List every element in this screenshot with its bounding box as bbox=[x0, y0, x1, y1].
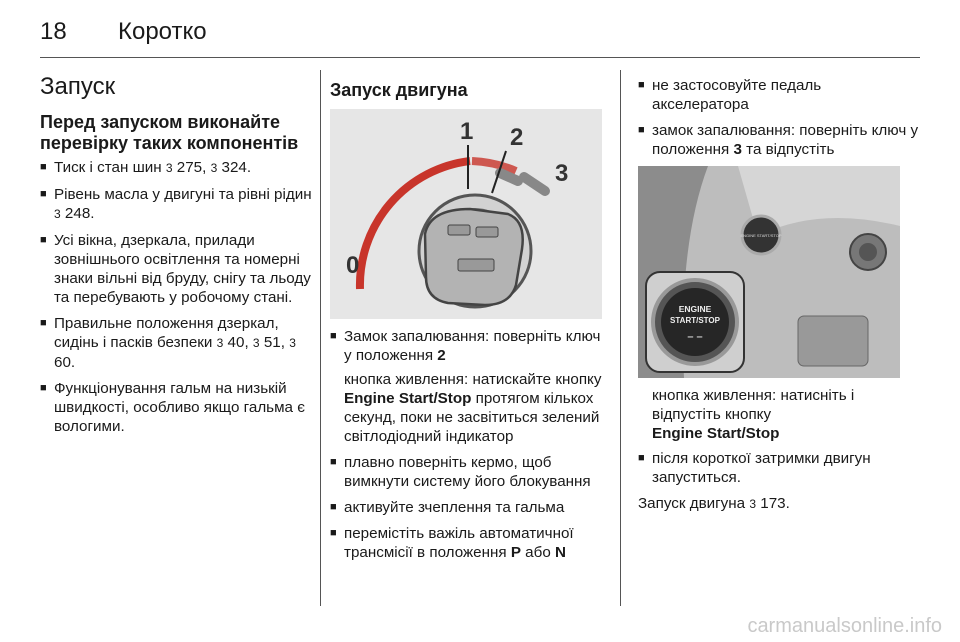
ref-arrow-icon: 3 bbox=[216, 336, 224, 350]
page-number: 18 bbox=[40, 18, 67, 45]
column-divider-1 bbox=[320, 70, 321, 606]
list-item: ■ Правильне положення дзеркал, сидінь і пасків безпеки 3 40, 3 51, 3 60. bbox=[40, 314, 312, 372]
button-indicator-dashes: – – bbox=[687, 331, 703, 343]
ref-arrow-icon: 3 bbox=[165, 161, 173, 175]
checklist bbox=[40, 158, 312, 436]
start-stop-button-figure bbox=[638, 166, 900, 378]
ignition-key-figure bbox=[330, 109, 602, 319]
list-item: ■ замок запалювання: поверніть ключ у положення 3 та відпустіть bbox=[638, 121, 920, 159]
list-subtext: кнопка живлення: натискайте кнопку Engine Start/Stop протягом кількох секунд, поки не засвітиться зелений світлодіодний індикатор bbox=[344, 371, 602, 445]
list-item: ■ Функціонування гальм на низькій швидкості, особливо якщо гальма є вологими. bbox=[40, 379, 312, 436]
column-3 bbox=[638, 62, 920, 520]
engine-start-heading: Запуск двигуна bbox=[330, 80, 468, 100]
start-steps-continued bbox=[638, 76, 920, 159]
page-ref-link[interactable]: 173 bbox=[760, 495, 786, 512]
figure-caption: кнопка живлення: натисніть і відпустіть кнопку Engine Start/Stop bbox=[652, 387, 855, 442]
watermark: carmanualsonline.info bbox=[747, 615, 942, 637]
column-divider-2 bbox=[620, 70, 621, 606]
page-ref-link[interactable]: 275 bbox=[176, 159, 203, 176]
list-item: ■ Усі вікна, дзеркала, прилади зовнішнього освітлення та номерні знаки вільні від бруду, снігу та льоду та перебувають у робочому стані. bbox=[40, 231, 312, 307]
start-steps-final bbox=[638, 449, 920, 487]
key-fob bbox=[425, 209, 523, 305]
button-text-start-stop: START/STOP bbox=[670, 316, 720, 325]
list-item: ■ Тиск і стан шин 3 275, 3 324. bbox=[40, 158, 312, 178]
column-1 bbox=[40, 62, 312, 443]
button-text-engine: ENGINE bbox=[678, 304, 712, 314]
page-ref-link[interactable]: 324 bbox=[221, 159, 247, 176]
position-3-label: 3 bbox=[555, 160, 569, 187]
start-steps bbox=[330, 327, 608, 562]
ref-arrow-icon: 3 bbox=[54, 207, 61, 221]
position-1-label: 1 bbox=[460, 118, 474, 145]
page-header bbox=[40, 12, 920, 62]
list-item: ■ активуйте зчеплення та гальма bbox=[330, 498, 608, 517]
column-2 bbox=[330, 62, 608, 569]
page-ref-link[interactable]: 248 bbox=[64, 205, 91, 222]
ref-arrow-icon: 3 bbox=[289, 336, 296, 350]
page-ref-link[interactable]: 60 bbox=[54, 354, 71, 371]
cross-reference: Запуск двигуна 3 173. bbox=[638, 495, 790, 512]
page-title: Коротко bbox=[118, 18, 207, 45]
list-item: ■ не застосовуйте педаль акселератора bbox=[638, 76, 920, 114]
ref-arrow-icon: 3 bbox=[210, 161, 218, 175]
list-item: ■ Рівень масла у двигуні та рівні рідин 3 248. bbox=[40, 185, 312, 224]
checklist-heading: Перед запуском виконайте перевірку таких компонентів bbox=[40, 112, 299, 153]
list-item: ■ після короткої затримки двигун запуститься. bbox=[638, 449, 920, 487]
position-2-label: 2 bbox=[510, 124, 524, 151]
section-title: Запуск bbox=[40, 73, 116, 100]
page-ref-link[interactable]: 51 bbox=[263, 334, 281, 351]
position-0-label: 0 bbox=[346, 252, 360, 279]
list-item: ■ Замок запалювання: поверніть ключ у положення 2 кнопка живлення: натискайте кнопку Engine Start/Stop протягом кількох секунд, поки не засвітиться зелений світлодіодний індикатор bbox=[330, 327, 608, 446]
list-item: ■ плавно поверніть кермо, щоб вимкнути систему його блокування bbox=[330, 453, 608, 491]
svg-text:ENGINE START/STOP: ENGINE START/STOP bbox=[740, 233, 782, 238]
ref-arrow-icon: 3 bbox=[252, 336, 260, 350]
header-rule bbox=[40, 57, 920, 58]
list-item: ■ перемістіть важіль автоматичної трансмісії в положення P або N bbox=[330, 524, 608, 562]
ref-arrow-icon: 3 bbox=[749, 497, 757, 511]
page-ref-link[interactable]: 40 bbox=[227, 334, 245, 351]
